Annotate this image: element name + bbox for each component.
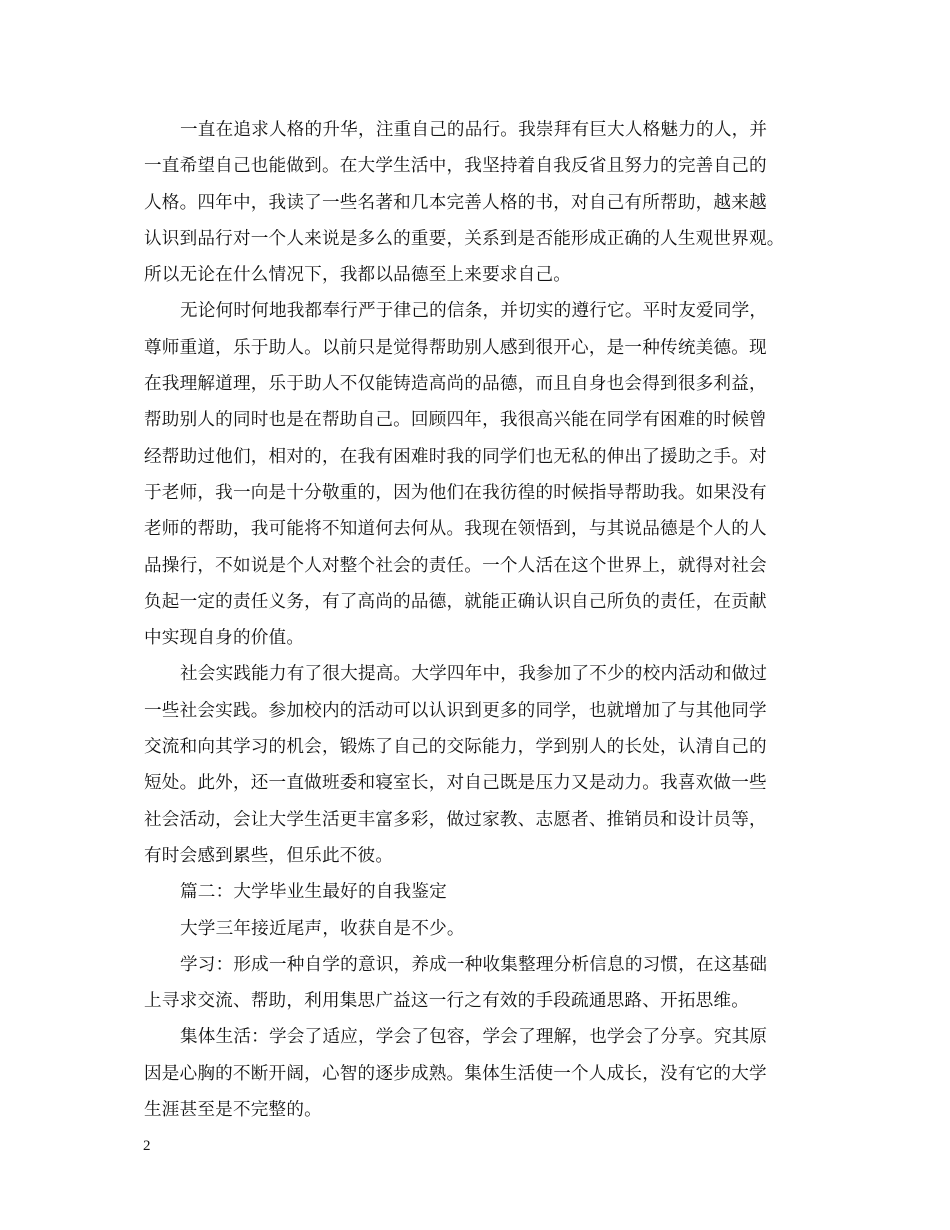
text-line: 人格。四年中，我读了一些名著和几本完善人格的书，对自己有所帮助，越来越 xyxy=(144,192,767,213)
text-line: 集体生活：学会了适应，学会了包容，学会了理解，也学会了分享。究其原 xyxy=(180,1027,768,1048)
text-line: 于老师，我一向是十分敬重的，因为他们在我彷徨的时候指导帮助我。如果没有 xyxy=(144,482,767,503)
text-line: 认识到品行对一个人来说是多么的重要，关系到是否能形成正确的人生观世界观。 xyxy=(144,228,785,249)
text-line: 一直在追求人格的升华，注重自己的品行。我崇拜有巨大人格魅力的人，并 xyxy=(180,120,768,140)
text-line: 一些社会实践。参加校内的活动可以认识到更多的同学，也就增加了与其他同学 xyxy=(144,700,767,721)
text-line: 无论何时何地我都奉行严于律己的信条，并切实的遵行它。平时友爱同学， xyxy=(180,301,768,322)
document-body xyxy=(144,112,812,1128)
text-line: 所以无论在什么情况下，我都以品德至上来要求自己。 xyxy=(144,265,572,286)
text-line: 学习：形成一种自学的意识，养成一种收集整理分析信息的习惯，在这基础 xyxy=(180,954,768,975)
text-line: 品操行，不如说是个人对整个社会的责任。一个人活在这个世界上，就得对社会 xyxy=(144,555,767,576)
text-line: 短处。此外，还一直做班委和寝室长，对自己既是压力又是动力。我喜欢做一些 xyxy=(144,773,767,794)
text-line: 中实现自身的价值。 xyxy=(144,628,305,649)
text-line: 上寻求交流、帮助，利用集思广益这一行之有效的手段疏通思路、开拓思维。 xyxy=(144,991,749,1012)
text-line: 社会实践能力有了很大提高。大学四年中，我参加了不少的校内活动和做过 xyxy=(180,664,768,685)
section-heading: 篇二：大学毕业生最好的自我鉴定 xyxy=(180,882,447,903)
text-line: 交流和向其学习的机会，锻炼了自己的交际能力，学到别人的长处，认清自己的 xyxy=(144,737,767,758)
text-line: 在我理解道理，乐于助人不仅能铸造高尚的品德，而且自身也会得到很多利益， xyxy=(144,374,767,395)
text-line: 有时会感到累些，但乐此不彼。 xyxy=(144,845,394,866)
text-line: 社会活动，会让大学生活更丰富多彩，做过家教、志愿者、推销员和设计员等， xyxy=(144,809,767,830)
text-line: 经帮助过他们，相对的，在我有困难时我的同学们也无私的伸出了援助之手。对 xyxy=(144,446,767,467)
page-number: 2 xyxy=(143,1138,151,1154)
text-line: 一直希望自己也能做到。在大学生活中，我坚持着自我反省且努力的完善自己的 xyxy=(144,156,767,177)
text-line: 帮助别人的同时也是在帮助自己。回顾四年，我很高兴能在同学有困难的时候曾 xyxy=(144,410,767,431)
text-line: 负起一定的责任义务，有了高尚的品德，就能正确认识自己所负的责任，在贡献 xyxy=(144,591,767,612)
text-line: 老师的帮助，我可能将不知道何去何从。我现在领悟到，与其说品德是个人的人 xyxy=(144,519,767,540)
text-line: 生涯甚至是不完整的。 xyxy=(144,1100,322,1121)
text-line: 因是心胸的不断开阔，心智的逐步成熟。集体生活使一个人成长，没有它的大学 xyxy=(144,1063,767,1084)
text-line: 大学三年接近尾声，收获自是不少。 xyxy=(180,918,465,939)
text-line: 尊师重道，乐于助人。以前只是觉得帮助别人感到很开心，是一种传统美德。现 xyxy=(144,337,767,358)
